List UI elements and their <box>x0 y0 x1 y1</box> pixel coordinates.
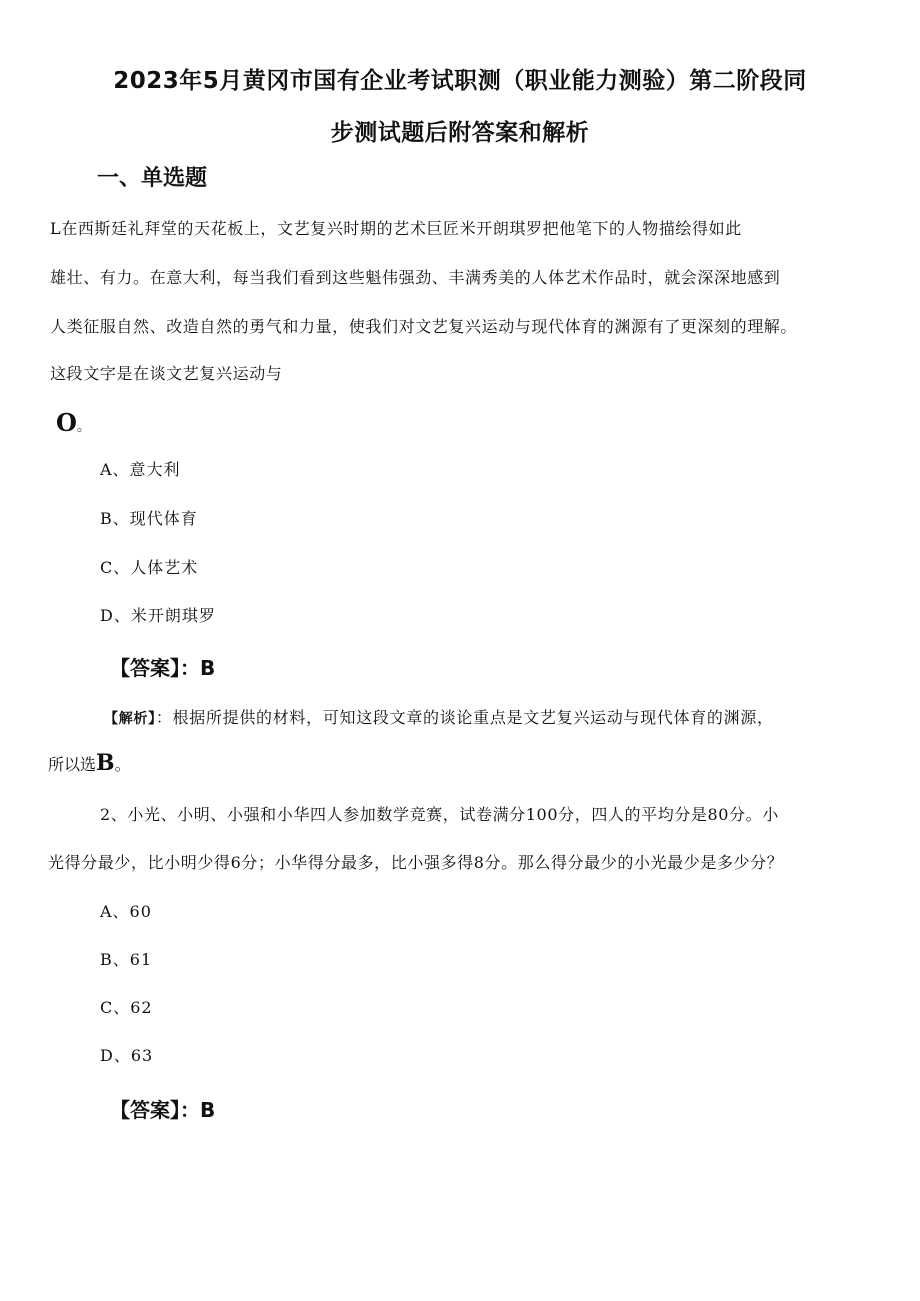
question-1-blank-period: 。 <box>76 419 91 435</box>
question-2-answer: 【答案】：B <box>110 1098 216 1122</box>
analysis-tag: 【解析】 <box>104 711 156 727</box>
question-1-line-1: L在西斯廷礼拜堂的天花板上，文艺复兴时期的艺术巨匠米开朗琪罗把他笔下的人物描绘得如此 <box>50 219 742 238</box>
question-1-blank <box>56 408 91 437</box>
analysis-period: 。 <box>114 755 131 774</box>
question-1-option-c: C、人体艺术 <box>100 558 199 577</box>
question-1-answer: 【答案】：B <box>110 656 216 680</box>
question-1-line-2: 雄壮、有力。在意大利，每当我们看到这些魁伟强劲、丰满秀美的人体艺术作品时，就会深深地感到 <box>50 268 781 287</box>
question-1-option-d: D、米开朗琪罗 <box>100 606 216 625</box>
analysis-conclusion: 所以选 <box>48 755 97 774</box>
question-2-option-d: D、63 <box>100 1046 154 1065</box>
question-1-analysis-line-2 <box>48 750 131 776</box>
question-2-line-2: 光得分最少，比小明少得6分；小华得分最多，比小强多得8分。那么得分最少的小光最少是多少分？ <box>48 853 784 872</box>
document-title-line-1: 2023年5月黄冈市国有企业考试职测（职业能力测验）第二阶段同 <box>113 68 807 94</box>
question-2-option-a: A、60 <box>100 902 152 921</box>
question-1-blank-mark: O <box>56 408 77 437</box>
question-2-option-c: C、62 <box>100 998 153 1017</box>
question-1-analysis <box>104 705 774 728</box>
analysis-choice: B <box>96 750 115 776</box>
question-1-option-b: B、现代体育 <box>100 509 198 528</box>
question-1-option-a: A、意大利 <box>100 460 181 479</box>
question-2-line-1: 2、小光、小明、小强和小华四人参加数学竞赛，试卷满分100分，四人的平均分是80分。小 <box>100 805 779 824</box>
document-title-line-2: 步测试题后附答案和解析 <box>330 120 590 146</box>
section-heading: 一、单选题 <box>97 166 208 191</box>
analysis-text: ：根据所提供的材料，可知这段文章的谈论重点是文艺复兴运动与现代体育的渊源， <box>155 708 774 727</box>
question-2-option-b: B、61 <box>100 950 153 969</box>
question-1-line-3: 人类征服自然、改造自然的勇气和力量，使我们对文艺复兴运动与现代体育的渊源有了更深刻的理解。 <box>50 317 798 336</box>
question-1-line-4: 这段文字是在谈文艺复兴运动与 <box>50 364 283 383</box>
